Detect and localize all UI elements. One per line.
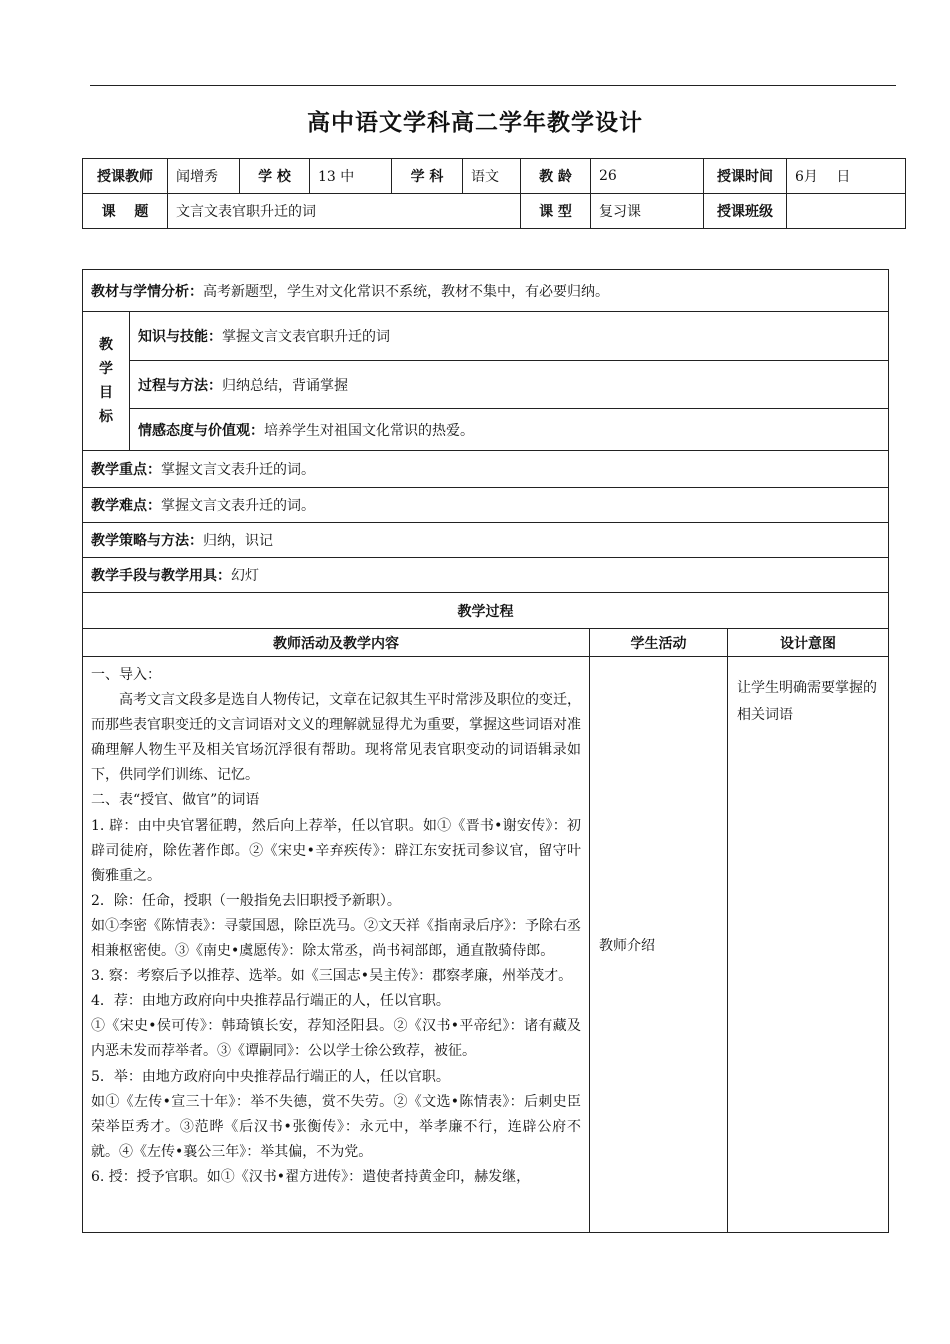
analysis-text: 高考新题型，学生对文化常识不系统，教材不集中，有必要归纳。 — [203, 283, 609, 300]
student-activity-cell: 教师介绍 — [590, 657, 728, 1233]
header-row-2 — [83, 194, 906, 229]
objective-row-attitude — [83, 409, 889, 451]
school-value: 13 中 — [310, 159, 392, 194]
teacher-content-cell — [83, 657, 590, 1233]
page-title: 高中语文学科高二学年教学设计 — [307, 110, 643, 136]
objective-attitude-label: 情感态度与价值观： — [138, 422, 264, 439]
process-body-row — [83, 657, 889, 1233]
lesson-type-value: 复习课 — [591, 194, 704, 229]
content-line: 6. 授：授予官职。如①《汉书•翟方进传》：遣使者持黄金印，赫发继， — [91, 1168, 531, 1185]
key-point-label: 教学重点： — [91, 462, 161, 478]
plan-table — [82, 269, 889, 629]
difficulty-row — [83, 488, 889, 523]
class-label: 授课班级 — [704, 194, 787, 229]
content-line: 高考文言文段多是选自人物传记，文章在记叙其生平时常涉及职位的变迁，而那些表官职变迁的文言词语对文义的理解就显得尤为重要，掌握这些词语对准确理解人物生平及相关官场沉浮很有帮助。现将常见表官职变动的词语辑录如下，供同学们训练、记忆。 — [91, 692, 581, 784]
teacher-label: 授课教师 — [83, 159, 168, 194]
process-title: 教学过程 — [83, 593, 889, 629]
col-design-intent: 设计意图 — [728, 629, 889, 657]
process-header-row — [83, 629, 889, 657]
content-line: ①《宋史•侯可传》：韩琦镇长安，荐知泾阳县。②《汉书•平帝纪》：诸有藏及内恶未发而荐举者。③《谭嗣同》：公以学士徐公致荐，被征。 — [91, 1018, 581, 1060]
teaching-years-label: 教 龄 — [521, 159, 591, 194]
objective-process-text: 归纳总结，背诵掌握 — [222, 377, 348, 394]
content-line: 如①《左传•宣三十年》：举不失德，赏不失劳。②《文选•陈情表》：后刺史臣荣举臣秀才。③范晔《后汉书•张衡传》：永元中，举孝廉不行，连辟公府不就。④《左传•襄公三年》：举其偏，不为党。 — [91, 1093, 581, 1160]
objectives-label: 教 学 目 标 — [83, 312, 130, 451]
analysis-row — [83, 270, 889, 312]
lesson-time-label: 授课时间 — [704, 159, 787, 194]
header-rule — [90, 85, 896, 86]
lesson-type-label: 课 型 — [521, 194, 591, 229]
design-intent-cell: 让学生明确需要掌握的相关词语 — [728, 657, 889, 1233]
content-line: 4．荐：由地方政府向中央推荐品行端正的人，任以官职。 — [91, 993, 450, 1010]
key-point-row — [83, 451, 889, 488]
topic-label: 课 题 — [83, 194, 168, 229]
topic-value: 文言文表官职升迁的词 — [168, 194, 521, 229]
difficulty-text: 掌握文言文表升迁的词。 — [161, 498, 315, 514]
objective-row-knowledge — [83, 312, 889, 361]
subject-label: 学 科 — [392, 159, 463, 194]
objective-row-process — [83, 361, 889, 409]
header-table — [82, 158, 906, 229]
content-line: 5．举：由地方政府向中央推荐品行端正的人，任以官职。 — [91, 1068, 450, 1085]
tools-text: 幻灯 — [231, 568, 259, 584]
objective-process-label: 过程与方法： — [138, 377, 222, 394]
teacher-value: 闻增秀 — [168, 159, 240, 194]
header-row-1 — [83, 159, 906, 194]
strategy-row — [83, 523, 889, 558]
key-point-text: 掌握文言文表升迁的词。 — [161, 462, 315, 478]
school-label: 学 校 — [240, 159, 310, 194]
teaching-years-value: 26 — [591, 159, 704, 194]
objective-knowledge-text: 掌握文言文表官职升迁的词 — [222, 329, 390, 345]
content-line: 一、导入： — [91, 667, 161, 683]
tools-label: 教学手段与教学用具： — [91, 568, 231, 584]
content-line: 二、表“授官、做官”的词语 — [91, 792, 260, 809]
tools-row — [83, 558, 889, 593]
content-line: 1. 辟：由中央官署征聘，然后向上荐举，任以官职。如①《晋书•谢安传》：初辟司徒府，除佐著作郎。②《宋史•辛弃疾传》：辟江东安抚司参议官，留守叶衡雅重之。 — [91, 817, 581, 884]
subject-value: 语文 — [463, 159, 521, 194]
content-line: 如①李密《陈情表》：寻蒙国恩，除臣冼马。②文天祥《指南录后序》：予除右丞相兼枢密使。③《南史•虞愿传》：除太常丞，尚书祠部郎，通直散骑侍郎。 — [91, 917, 581, 960]
content-line: 2．除：任命，授职（一般指免去旧职授予新职）。 — [91, 892, 401, 909]
analysis-label: 教材与学情分析： — [91, 283, 203, 300]
col-teacher-content: 教师活动及教学内容 — [83, 629, 590, 657]
class-value — [787, 194, 906, 229]
objective-knowledge-label: 知识与技能： — [138, 329, 222, 345]
strategy-label: 教学策略与方法： — [91, 533, 203, 549]
col-student-activity: 学生活动 — [590, 629, 728, 657]
process-table — [82, 628, 889, 1233]
process-title-row — [83, 593, 889, 629]
lesson-time-value: 6月 日 — [787, 159, 906, 194]
content-line: 3. 察：考察后予以推荐、选举。如《三国志•吴主传》：郡察孝廉，州举茂才。 — [91, 968, 573, 985]
difficulty-label: 教学难点： — [91, 498, 161, 514]
objective-attitude-text: 培养学生对祖国文化常识的热爱。 — [264, 422, 474, 439]
strategy-text: 归纳，识记 — [203, 533, 273, 549]
